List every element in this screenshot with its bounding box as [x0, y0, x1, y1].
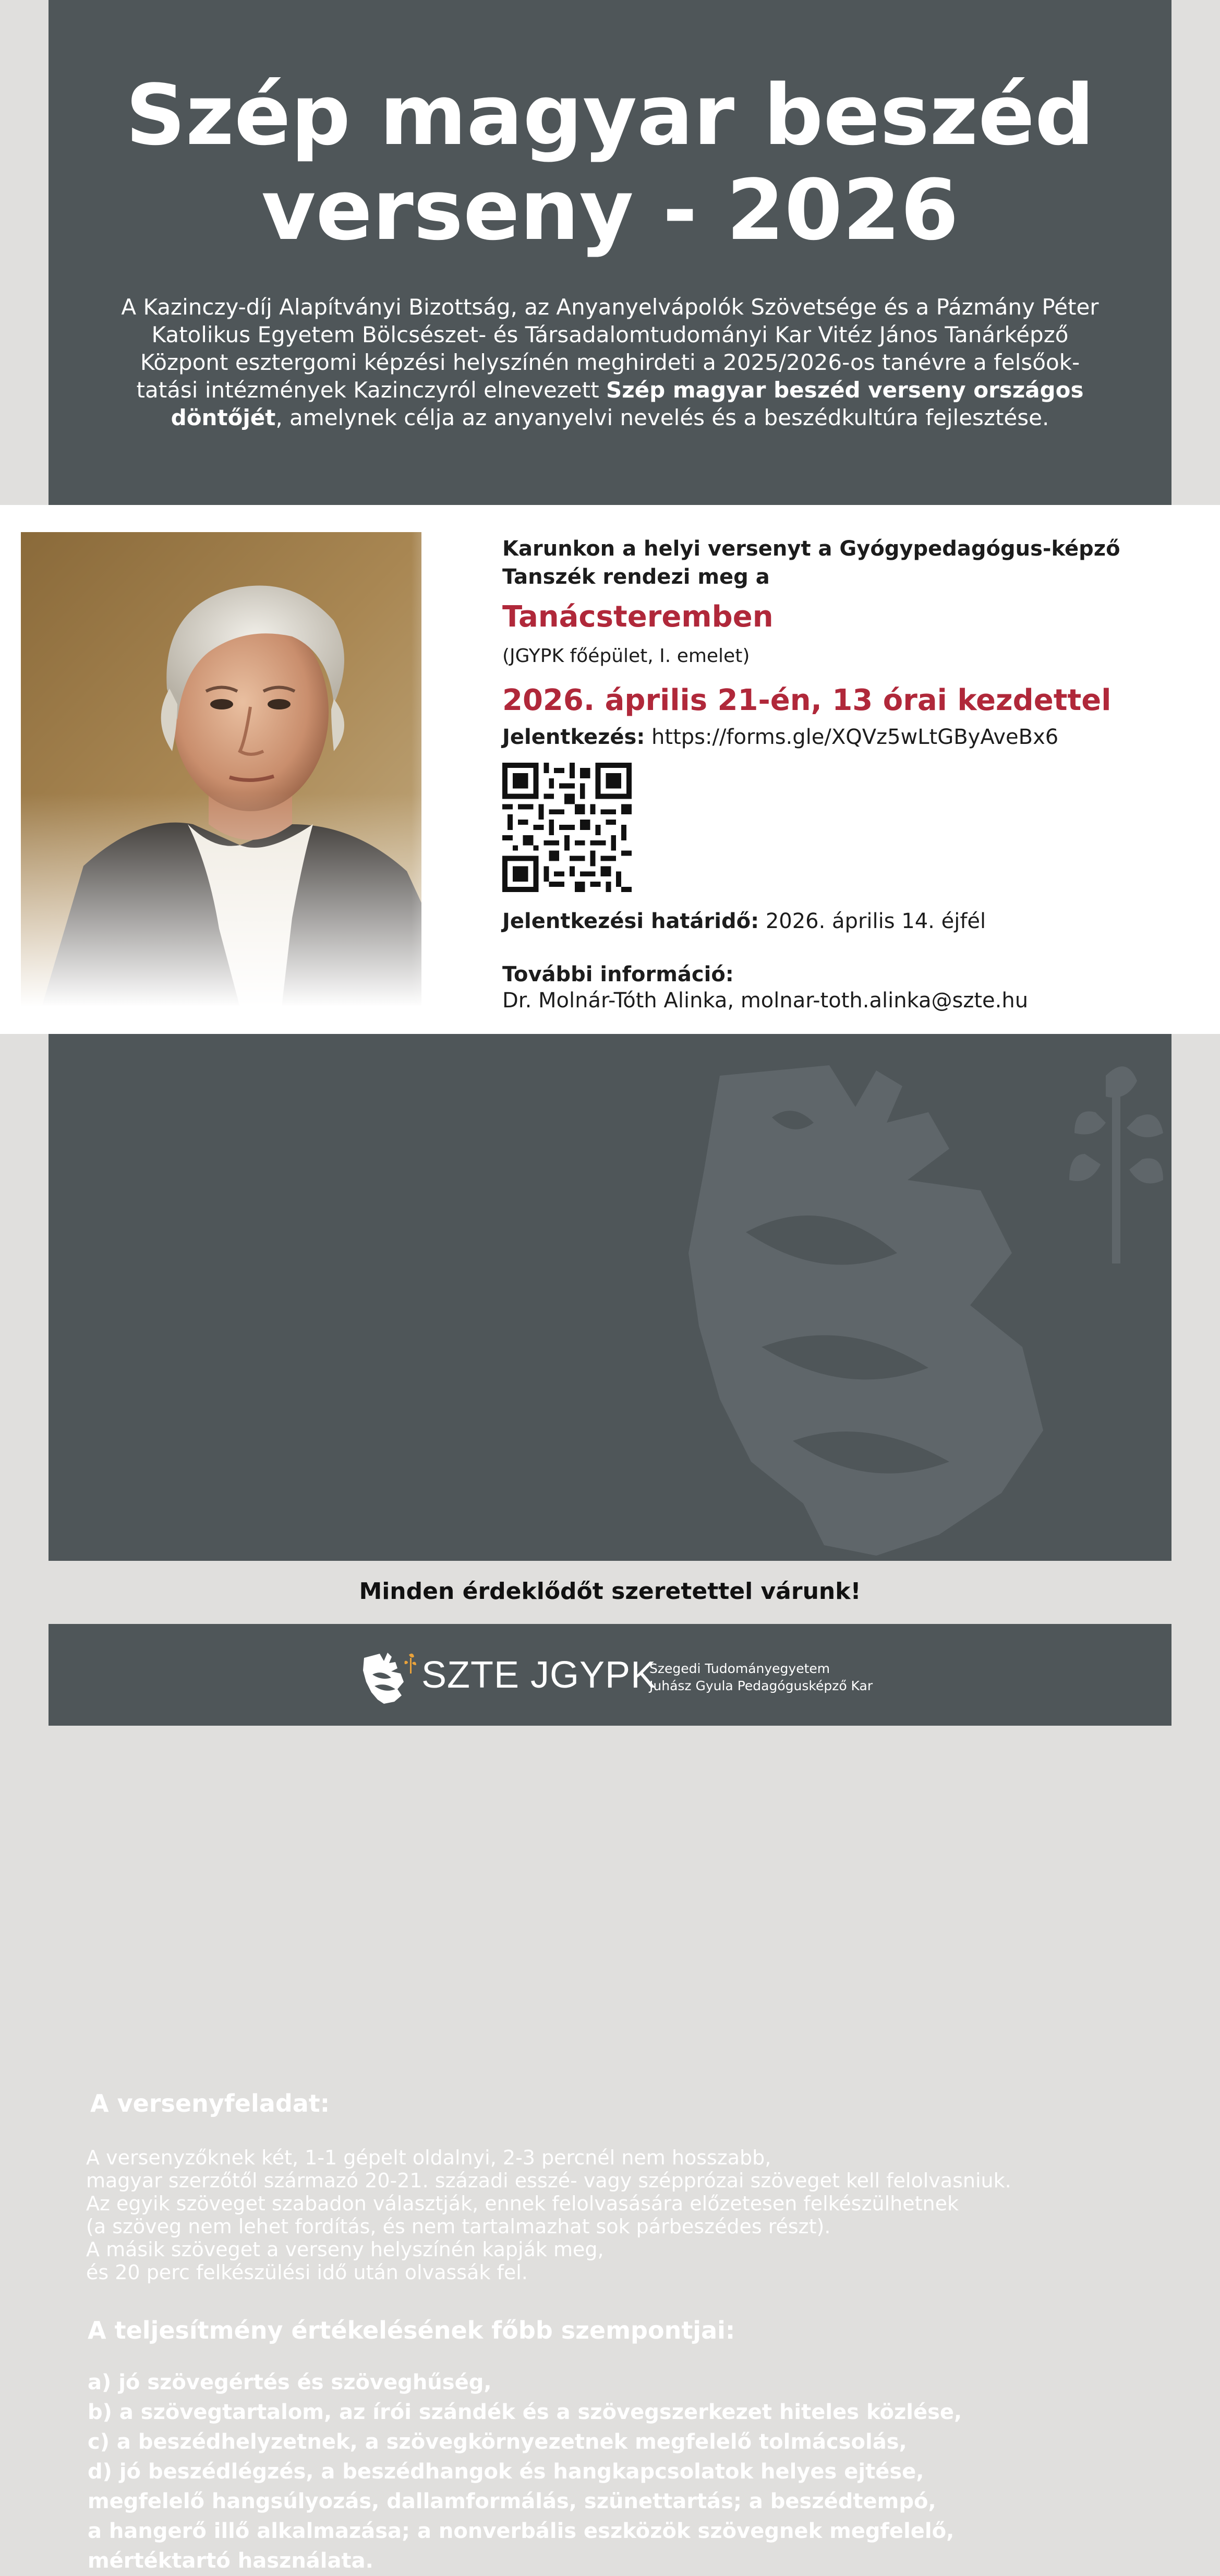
criteria-item: mértéktartó használata.	[88, 2549, 373, 2573]
task-description	[86, 2146, 1103, 2284]
organizer-text: Karunkon a helyi versenyt a Gyógypedagógus-képző Tanszék rendezi meg a	[502, 537, 1120, 589]
criteria-heading: A teljesítmény értékelésének főbb szempontjai:	[88, 2316, 735, 2344]
intro-text: tatási intézmények Kazinczyról elnevezett	[136, 377, 606, 403]
criteria-item: c) a beszédhelyzetnek, a szövegkörnyezetnek megfelelő tolmácsolás,	[88, 2430, 907, 2454]
szte-eagle-watermark-icon	[657, 1034, 1179, 1561]
task-line: Az egyik szöveget szabadon választják, ennek felolvasására előzetesen felkészülhetnek	[86, 2192, 959, 2215]
task-line: A versenyzőknek két, 1-1 gépelt oldalnyi, 2-3 percnél nem hosszabb,	[86, 2146, 771, 2169]
szte-eagle-logo-icon	[359, 1647, 419, 1705]
more-info-label: További információ:	[502, 962, 734, 986]
task-line: és 20 perc felkészülési idő után olvassák fel.	[86, 2261, 528, 2284]
deadline-label: Jelentkezési határidő:	[502, 909, 759, 933]
criteria-item: megfelelő hangsúlyozás, dallamformálás, szünettartás; a beszédtempó,	[88, 2489, 936, 2513]
title-line-1: Szép magyar beszéd	[125, 66, 1095, 164]
intro-line	[90, 376, 1130, 404]
event-datetime: 2026. április 21-én, 13 órai kezdettel	[502, 683, 1112, 717]
venue-location: (JGYPK főépület, I. emelet)	[502, 645, 750, 667]
task-heading: A versenyfeladat:	[90, 2089, 330, 2117]
criteria-item: d) jó beszédlégzés, a beszédhangok és hangkapcsolatok helyes ejtése,	[88, 2460, 924, 2484]
intro-text: , amelynek célja az anyanyelvi nevelés és a beszédkultúra fejlesztése.	[275, 405, 1049, 430]
header-panel	[49, 0, 1171, 505]
intro-line: A Kazinczy-díj Alapítványi Bizottság, az Anyanyelvápolók Szövetsége és a Pázmány Péter	[121, 294, 1099, 320]
contact-info: Dr. Molnár-Tóth Alinka, molnar-toth.alinka@szte.hu	[502, 989, 1029, 1013]
deadline-value: 2026. április 14. éjfél	[765, 909, 986, 933]
intro-line	[90, 404, 1130, 431]
qr-code-icon[interactable]	[502, 763, 632, 892]
registration-label: Jelentkezés:	[502, 725, 645, 749]
footer-institution	[649, 1660, 873, 1694]
footer-university: Szegedi Tudományegyetem	[649, 1661, 830, 1676]
footer-faculty: Juhász Gyula Pedagógusképző Kar	[649, 1678, 873, 1693]
criteria-list	[88, 2368, 1105, 2576]
intro-highlight: döntőjét	[171, 405, 276, 430]
deadline-line	[502, 909, 986, 933]
title-line-2: verseny - 2026	[261, 161, 959, 259]
intro-highlight: Szép magyar beszéd verseny országos	[606, 377, 1084, 403]
venue-name: Tanácsteremben	[502, 600, 774, 634]
intro-line: Központ esztergomi képzési helyszínén meghirdeti a 2025/2026-os tanévre a felsőok-	[140, 350, 1080, 375]
task-line: A másik szöveget a verseny helyszínén kapják meg,	[86, 2238, 604, 2261]
intro-line: Katolikus Egyetem Bölcsészet- és Társadalomtudományi Kar Vitéz János Tanárképző	[151, 322, 1069, 347]
registration-line	[502, 725, 1058, 749]
poster-title	[49, 68, 1171, 258]
criteria-item: b) a szövegtartalom, az írói szándék és a szövegszerkezet hiteles közlése,	[88, 2400, 962, 2424]
task-line: (a szöveg nem lehet fordítás, és nem tartalmazhat sok párbeszédes részt).	[86, 2215, 831, 2238]
criteria-item: a hangerő illő alkalmazása; a nonverbális eszközök szövegnek megfelelő,	[88, 2519, 955, 2543]
kazinczy-portrait-image	[21, 532, 480, 1007]
criteria-item: a) jó szövegértés és szöveghűség,	[88, 2370, 492, 2394]
task-line: magyar szerzőtől származó 20-21. századi esszé- vagy szépprózai szöveget kell felolvasniuk.	[86, 2169, 1011, 2192]
footer-brand: SZTE JGYPK	[421, 1654, 657, 1696]
welcome-message: Minden érdeklődőt szeretettel várunk!	[359, 1578, 861, 1605]
intro-paragraph	[90, 293, 1130, 431]
registration-link[interactable]: https://forms.gle/XQVz5wLtGByAveBx6	[651, 725, 1059, 749]
